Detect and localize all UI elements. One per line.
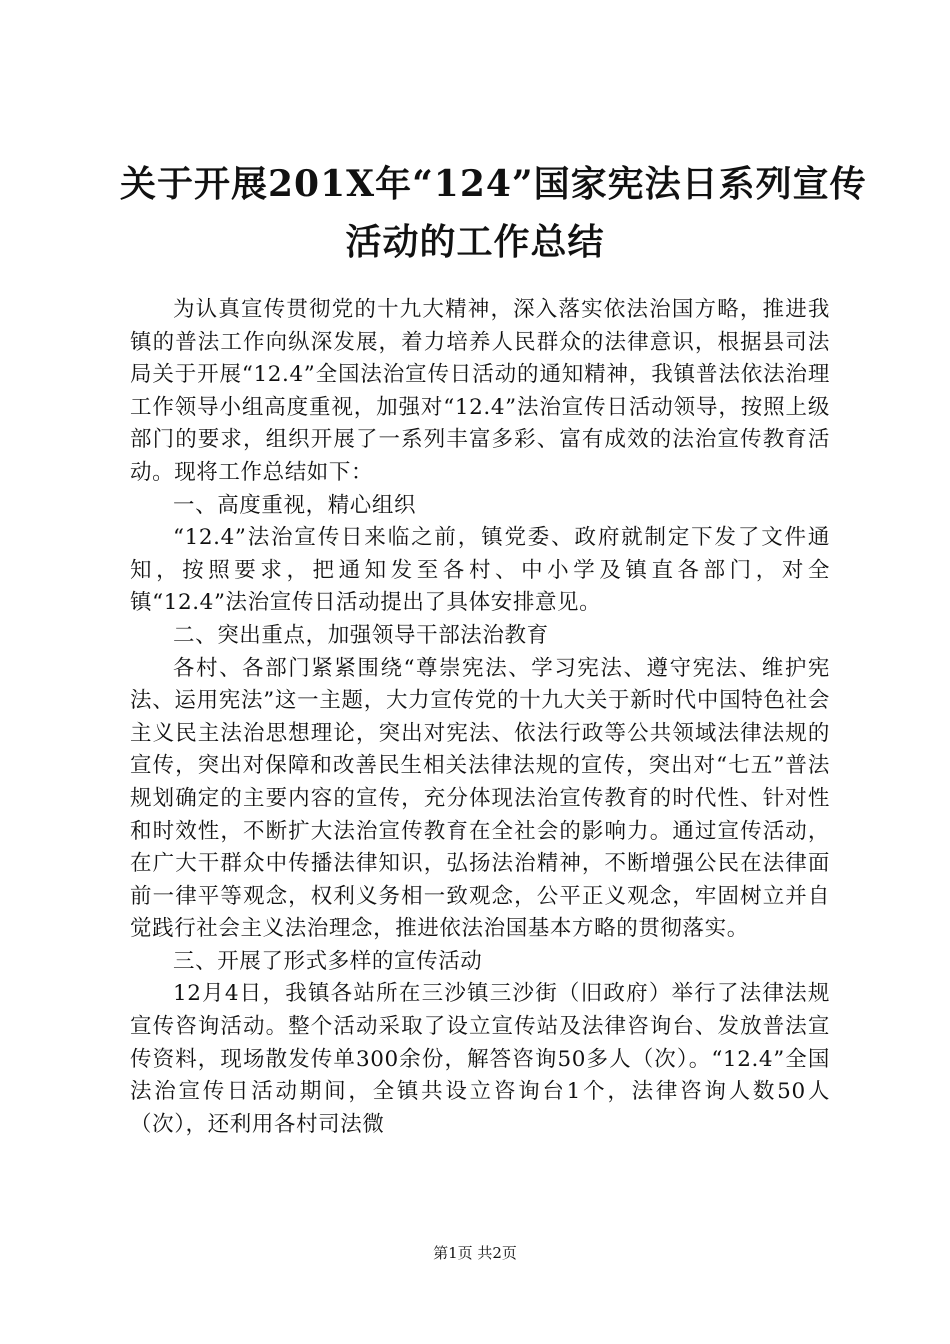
document-title-line-2: 活动的工作总结: [345, 221, 605, 263]
section-heading-1: 一、高度重视，精心组织: [173, 492, 417, 518]
section-2-paragraph: 各村、各部门紧紧围绕“尊崇宪法、学习宪法、遵守宪法、维护宪法、运用宪法”这一主题，大力宣传党的十九大关于新时代中国特色社会主义民主法治思想理论，突出对宪法、依法行政等公共领域法律法规的宣传，突出对保障和改善民生相关法律法规的宣传，突出对“七五”普法规划确定的主要内容的宣传，充分体现法治宣传教育的时代性、针对性和时效性，不断扩大法治宣传教育在全社会的影响力。通过宣传活动，在广大干群众中传播法律知识，弘扬法治精神，不断增强公民在法律面前一律平等观念，权利义务相一致观念，公平正义观念，牢固树立并自觉践行社会主义法治理念，推进依法治国基本方略的贯彻落实。: [130, 655, 830, 942]
document-body: [130, 294, 830, 1141]
intro-paragraph: 为认真宣传贯彻党的十九大精神，深入落实依法治国方略，推进我镇的普法工作向纵深发展，着力培养人民群众的法律意识，根据县司法局关于开展“12.4”全国法治宣传日活动的通知精神，我镇普法依法治理工作领导小组高度重视，加强对“12.4”法治宣传日活动领导，按照上级部门的要求，组织开展了一系列丰富多彩、富有成效的法治宣传教育活动。现将工作总结如下：: [130, 297, 830, 485]
document-title-line-1: 关于开展201X年“124”国家宪法日系列宣传: [120, 163, 867, 205]
section-heading-2: 二、突出重点，加强领导干部法治教育: [173, 622, 549, 648]
section-3-paragraph: 12月4日，我镇各站所在三沙镇三沙街（旧政府）举行了法律法规宣传咨询活动。整个活动采取了设立宣传站及法律咨询台、发放普法宣传资料，现场散发传单300余份，解答咨询50多人（次）。“12.4”全国法治宣传日活动期间，全镇共设立咨询台1个，法律咨询人数50人（次），还利用各村司法微: [130, 981, 830, 1137]
section-1-paragraph: “12.4”法治宣传日来临之前，镇党委、政府就制定下发了文件通知，按照要求，把通知发至各村、中小学及镇直各部门，对全镇“12.4”法治宣传日活动提出了具体安排意见。: [130, 525, 830, 616]
page-number-footer: 第1页 共2页: [433, 1244, 517, 1262]
section-heading-3: 三、开展了形式多样的宣传活动: [173, 948, 483, 974]
